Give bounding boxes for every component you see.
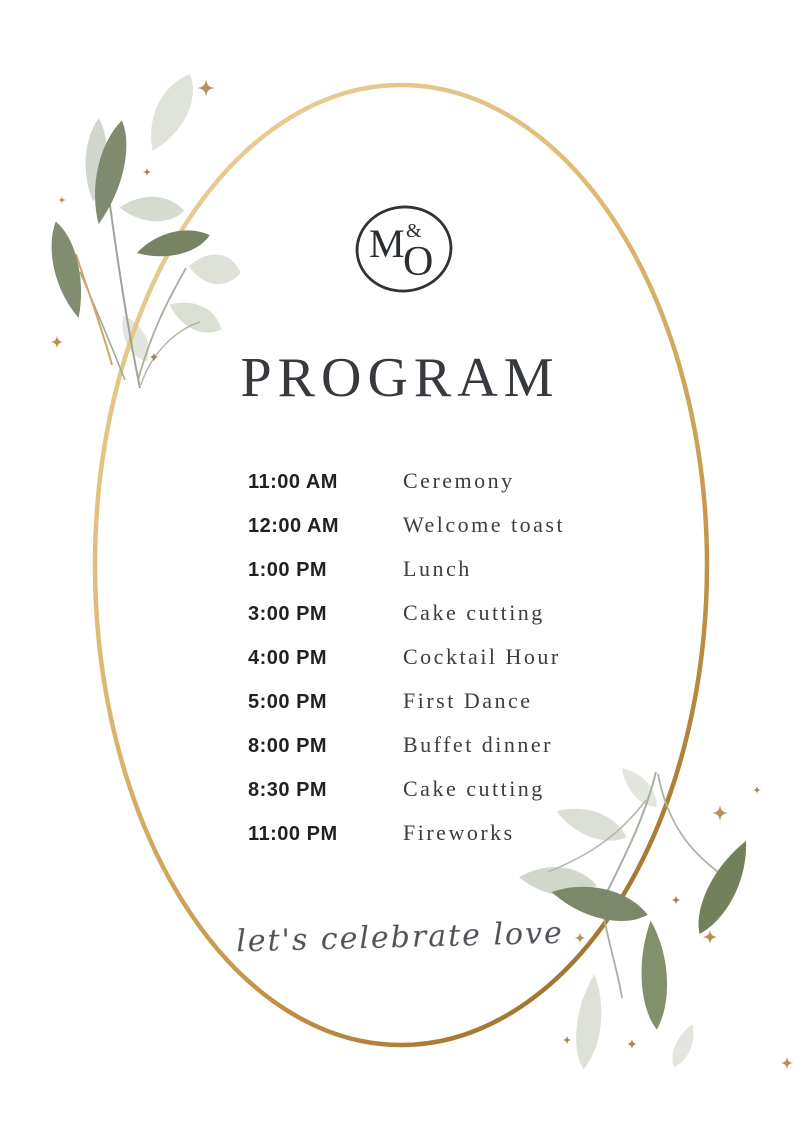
event-label: Fireworks (403, 820, 515, 845)
time-label: 5:00 PM (248, 691, 328, 713)
program-schedule (248, 468, 608, 844)
event-label: Cake cutting (403, 600, 545, 625)
time-label: 12:00 AM (248, 515, 340, 537)
time-label: 8:30 PM (248, 779, 328, 801)
schedule-row (248, 776, 608, 800)
schedule-row (248, 600, 608, 624)
event-label: Buffet dinner (403, 732, 554, 757)
schedule-row (248, 468, 608, 492)
event-label: First Dance (403, 688, 533, 713)
schedule-row (248, 556, 608, 580)
time-label: 3:00 PM (248, 603, 328, 625)
monogram (357, 202, 457, 302)
time-label: 11:00 AM (248, 471, 338, 493)
time-label: 4:00 PM (248, 647, 328, 669)
time-label: 1:00 PM (248, 559, 328, 581)
schedule-row (248, 512, 608, 536)
schedule-row (248, 644, 608, 668)
leaf-decoration-top-left-back (82, 68, 243, 367)
monogram-ampersand: & (406, 220, 422, 242)
monogram-letter-m: M (369, 221, 405, 266)
monogram-letter-o: O (403, 239, 434, 285)
event-label: Cake cutting (403, 776, 545, 801)
event-label: Welcome toast (403, 512, 566, 537)
script-text: let's celebrate love (235, 915, 565, 960)
event-label: Cocktail Hour (403, 644, 561, 669)
schedule-row (248, 732, 608, 756)
time-label: 11:00 PM (248, 823, 338, 845)
event-label: Ceremony (403, 468, 515, 493)
schedule-row (248, 820, 608, 844)
time-label: 8:00 PM (248, 735, 328, 757)
event-label: Lunch (403, 556, 472, 581)
schedule-row (248, 688, 608, 712)
page-title: PROGRAM (240, 347, 560, 409)
